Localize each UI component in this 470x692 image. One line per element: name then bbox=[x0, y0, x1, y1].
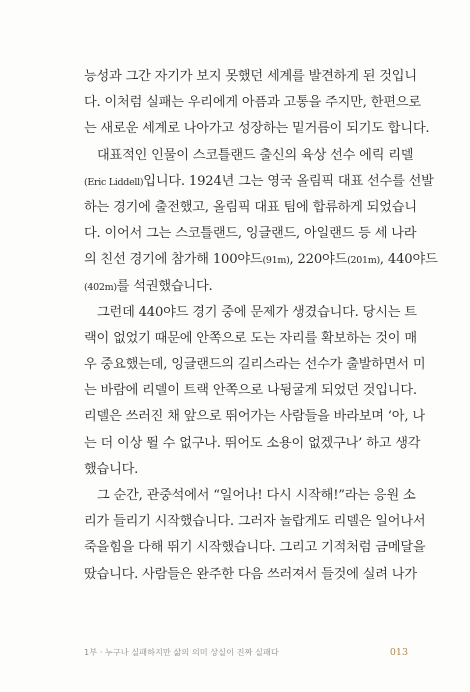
text-span: 땄습니다. 사람들은 완주한 다음 쓰러져서 들것에 실려 나가 bbox=[84, 566, 417, 582]
text-span: 는 새로운 세계로 나아가고 성장하는 밑거름이 되기도 합니다. bbox=[84, 121, 430, 137]
text-line bbox=[84, 535, 426, 561]
text-line bbox=[84, 247, 438, 273]
text-span: 를 석권했습니다. bbox=[116, 278, 213, 294]
text-line bbox=[84, 90, 421, 116]
text-span: 는 바람에 리델이 트랙 안쪽으로 나뒹굴게 되었던 것입니다. bbox=[84, 383, 417, 399]
text-span: 했습니다. bbox=[84, 461, 139, 477]
text-line bbox=[84, 64, 417, 90]
text-span: 리가 들리기 시작했습니다. 그러자 놀랍게도 리델은 일어나서 bbox=[84, 514, 426, 530]
page-number: 013 bbox=[389, 647, 408, 658]
text-span: 리델은 쓰러진 채 앞으로 뛰어가는 사람들을 바라보며 ‘아, 나 bbox=[84, 409, 425, 425]
text-span: 죽을힘을 다해 뛰기 시작했습니다. 그리고 기적처럼 금메달을 bbox=[84, 540, 426, 556]
text-line bbox=[84, 143, 414, 169]
text-line bbox=[84, 457, 408, 483]
body-text bbox=[84, 64, 438, 588]
text-line bbox=[84, 431, 421, 457]
running-footer-chapter: 1부 · 누구나 실패하지만 삶의 의미 상실이 진짜 실패다 bbox=[84, 647, 279, 657]
text-line bbox=[84, 300, 417, 326]
text-span: , 440야드 bbox=[379, 252, 438, 268]
page-footer bbox=[84, 647, 408, 658]
text-span: 하는 경기에 출전했고, 올림픽 대표 팀에 합류하게 되었습니 bbox=[84, 199, 417, 215]
text-line bbox=[84, 195, 417, 221]
text-line bbox=[84, 221, 417, 247]
text-span: (402m) bbox=[84, 281, 117, 293]
text-line bbox=[84, 562, 417, 588]
text-line bbox=[84, 116, 430, 142]
text-span: 의 친선 경기에 참가해 100야드 bbox=[84, 252, 263, 268]
text-span: 능성과 그간 자기가 보지 못했던 세계를 발견하게 된 것입니 bbox=[84, 69, 417, 84]
text-span: (91m) bbox=[262, 255, 290, 267]
text-span: (Eric Liddell) bbox=[84, 176, 144, 188]
text-span: 다. 이처럼 실패는 우리에게 아픔과 고통을 주지만, 한편으로 bbox=[84, 95, 421, 111]
text-line bbox=[84, 326, 417, 352]
text-span: 는 더 이상 뛸 수 없구나. 뛰어도 소용이 없겠구나’ 하고 생각 bbox=[84, 435, 421, 451]
text-line bbox=[84, 169, 434, 195]
text-span: , 220야드 bbox=[289, 252, 348, 268]
text-line bbox=[84, 352, 426, 378]
text-span: (201m) bbox=[347, 255, 380, 267]
text-span: 랙이 없었기 때문에 안쪽으로 도는 자리를 확보하는 것이 매 bbox=[84, 330, 417, 346]
text-span: 그 순간, 관중석에서 “일어나! 다시 시작해!”라는 응원 소 bbox=[84, 488, 416, 503]
text-span: 대표적인 인물이 스코틀랜드 출신의 육상 선수 에릭 리델 bbox=[84, 147, 414, 163]
text-span: 그런데 440야드 경기 중에 문제가 생겼습니다. 당시는 트 bbox=[84, 304, 417, 320]
text-line bbox=[84, 378, 417, 404]
text-line bbox=[84, 483, 416, 509]
text-span: 입니다. 1924년 그는 영국 올림픽 대표 선수를 선발 bbox=[143, 173, 434, 189]
text-line bbox=[84, 404, 425, 430]
text-span: 우 중요했는데, 잉글랜드의 길리스라는 선수가 출발하면서 미 bbox=[84, 357, 426, 373]
text-line bbox=[84, 274, 408, 300]
text-span: 다. 이어서 그는 스코틀랜드, 잉글랜드, 아일랜드 등 세 나라 bbox=[84, 226, 417, 242]
text-line bbox=[84, 509, 426, 535]
